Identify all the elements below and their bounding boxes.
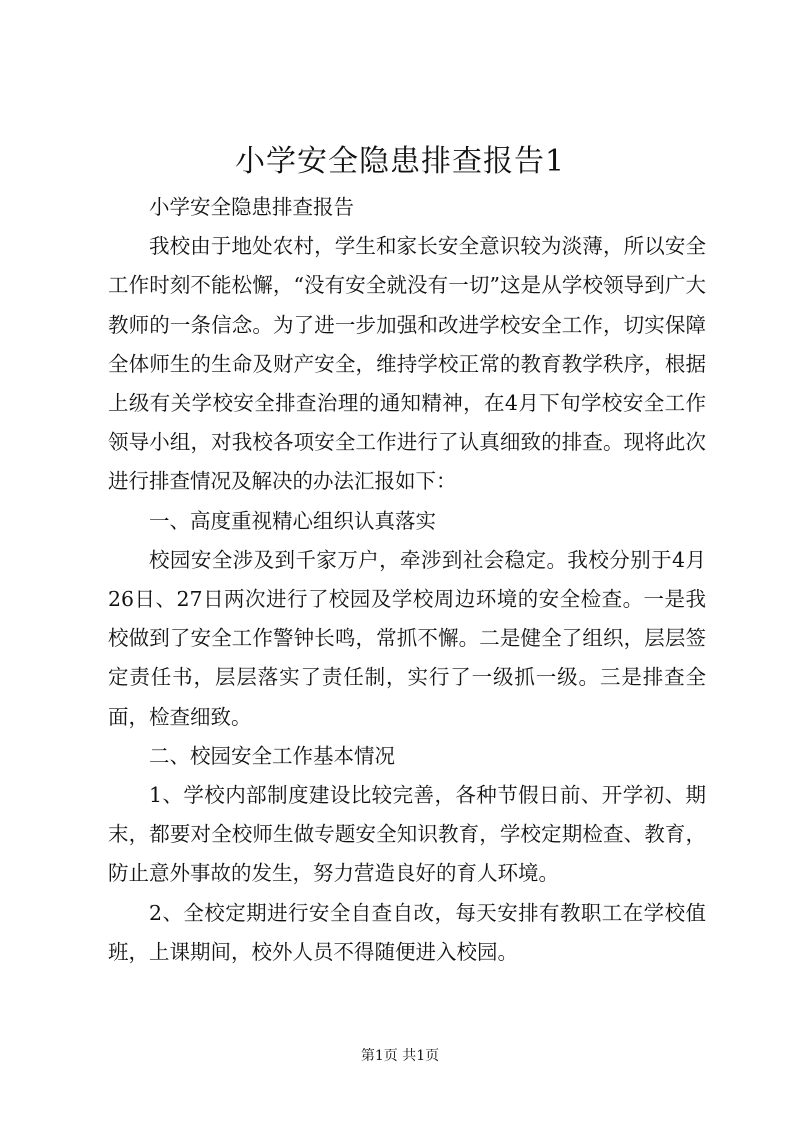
document-body	[108, 188, 706, 972]
subtitle-paragraph: 小学安全隐患排查报告	[149, 195, 354, 219]
page-footer: 第1页 共1页	[360, 1048, 440, 1064]
intro-paragraph: 我校由于地处农村，学生和家长安全意识较为淡薄，所以安全工作时刻不能松懈，“没有安全就没有一切”这是从学校领导到广大教师的一条信念。为了进一步加强和改进学校安全工作，切实保障全体师生的生命及财产安全，维持学校正常的教育教学秩序，根据上级有关学校安全排查治理的通知精神，在4月下旬学校安全工作领导小组，对我校各项安全工作进行了认真细致的排查。现将此次进行排查情况及解决的办法汇报如下：	[108, 234, 706, 494]
section-1-paragraph: 校园安全涉及到千家万户，牵涉到社会稳定。我校分别于4月26日、27日两次进行了校园及学校周边环境的安全检查。一是我校做到了安全工作警钟长鸣，常抓不懈。二是健全了组织，层层签定责任书，层层落实了责任制，实行了一级抓一级。三是排查全面，检查细致。	[108, 547, 706, 729]
section-heading-1: 一、高度重视精心组织认真落实	[149, 508, 436, 533]
section-heading-2: 二、校园安全工作基本情况	[149, 743, 395, 768]
item-2-paragraph: 2、全校定期进行安全自查自改，每天安排有教职工在学校值班，上课期间，校外人员不得随便进入校园。	[108, 900, 706, 964]
document-title: 小学安全隐患排查报告1	[234, 144, 566, 179]
item-1-paragraph: 1、学校内部制度建设比较完善，各种节假日前、开学初、期末，都要对全校师生做专题安全知识教育，学校定期检查、教育，防止意外事故的发生，努力营造良好的育人环境。	[108, 783, 706, 886]
